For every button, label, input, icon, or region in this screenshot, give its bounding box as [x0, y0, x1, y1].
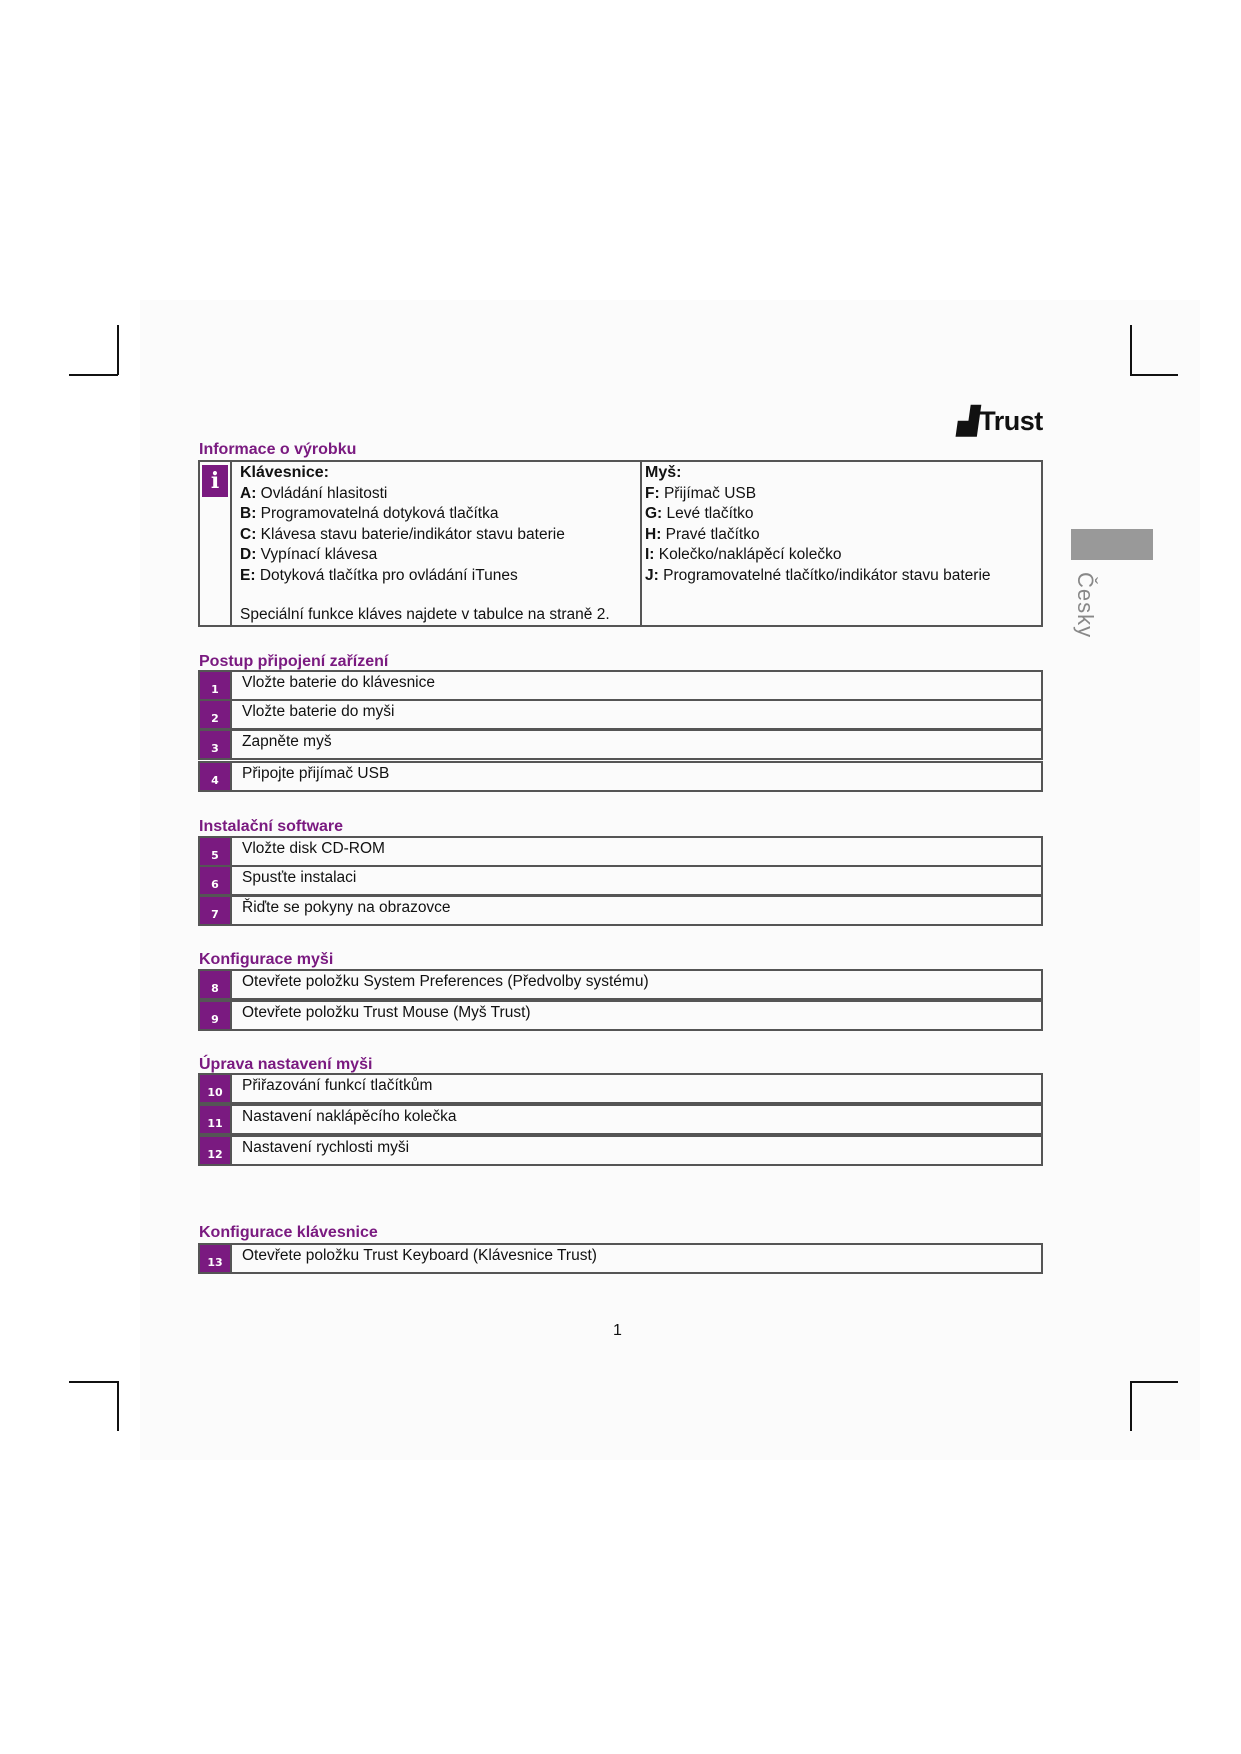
part-key: D:	[240, 546, 257, 563]
step-row	[198, 969, 1043, 1000]
part-key: E:	[240, 566, 256, 584]
step-number-badge	[200, 1106, 232, 1133]
step-row	[198, 670, 1043, 701]
keyboard-title: Klávesnice:	[240, 464, 329, 481]
mouse-part-f	[645, 484, 991, 505]
crop-mark-bottom-left-v	[117, 1381, 119, 1431]
crop-mark-bottom-right-v	[1130, 1381, 1132, 1431]
keyboard-note: Speciální funkce kláves najdete v tabulce na straně 2.	[240, 606, 610, 623]
step-number-badge	[200, 701, 232, 728]
part-text: Klávesa stavu baterie/indikátor stavu baterie	[260, 525, 565, 543]
step-row	[198, 1243, 1043, 1274]
part-text: Vypínací klávesa	[260, 546, 378, 563]
step-text: Nastavení naklápěcího kolečka	[242, 1108, 457, 1125]
part-key: G:	[645, 505, 663, 522]
trust-logo-text: Trust	[979, 406, 1043, 436]
part-text: Levé tlačítko	[666, 505, 754, 522]
step-row	[198, 895, 1043, 926]
step-number-badge	[200, 867, 232, 894]
crop-mark-bottom-left-h	[69, 1381, 118, 1383]
step-number: 8	[211, 982, 219, 995]
crop-mark-top-right-v	[1130, 325, 1132, 375]
trust-logo	[955, 406, 1043, 436]
language-tab	[1071, 529, 1153, 560]
part-key: J:	[645, 566, 659, 584]
mouse-config-heading: Konfigurace myši	[199, 951, 334, 968]
step-row	[198, 865, 1043, 896]
step-number-badge	[200, 1002, 232, 1029]
part-key: H:	[645, 525, 662, 543]
info-icon-column	[200, 462, 232, 625]
part-text: Přijímač USB	[663, 484, 757, 502]
step-number-badge	[200, 672, 232, 699]
mouse-part-j	[645, 566, 991, 587]
step-number-badge	[200, 897, 232, 924]
step-number: 6	[211, 878, 219, 891]
step-row	[198, 836, 1043, 867]
step-text: Přiřazování funkcí tlačítkům	[242, 1077, 433, 1094]
step-text: Otevřete položku Trust Mouse (Myš Trust)	[242, 1004, 531, 1021]
mouse-part-i	[645, 545, 991, 566]
product-info-heading: Informace o výrobku	[199, 441, 357, 458]
step-number: 7	[211, 908, 219, 921]
step-text: Řiďte se pokyny na obrazovce	[242, 899, 451, 916]
step-number: 5	[211, 849, 219, 862]
crop-mark-top-right-h	[1130, 374, 1178, 376]
part-key: C:	[240, 525, 257, 543]
step-number: 13	[207, 1256, 223, 1269]
crop-mark-top-left-h	[69, 374, 118, 376]
mouse-title: Myš:	[645, 464, 682, 481]
keyboard-config-heading: Konfigurace klávesnice	[199, 1224, 378, 1241]
keyboard-parts	[240, 462, 565, 586]
part-text: Pravé tlačítko	[665, 525, 760, 543]
step-number-badge	[200, 1137, 232, 1164]
keyboard-part-a	[240, 484, 565, 505]
part-text: Dotyková tlačítka pro ovládání iTunes	[259, 566, 518, 584]
trust-logo-mark-icon: ▟	[955, 406, 981, 436]
step-number: 2	[211, 712, 219, 725]
install-heading: Instalační software	[199, 818, 344, 835]
keyboard-part-b	[240, 504, 565, 525]
step-text: Otevřete položku Trust Keyboard (Klávesnice Trust)	[242, 1247, 597, 1264]
step-number: 1	[211, 683, 219, 696]
mouse-part-h	[645, 525, 991, 546]
step-number: 11	[207, 1117, 223, 1130]
mouse-part-g	[645, 504, 991, 525]
part-key: I:	[645, 546, 655, 563]
step-text: Vložte baterie do myši	[242, 703, 395, 720]
step-row	[198, 1073, 1043, 1104]
step-number-badge	[200, 763, 232, 790]
part-text: Programovatelná dotyková tlačítka	[260, 505, 499, 522]
keyboard-part-d	[240, 545, 565, 566]
step-text: Připojte přijímač USB	[242, 765, 390, 782]
step-text: Vložte disk CD-ROM	[242, 840, 385, 857]
language-label: Česky	[1073, 572, 1098, 639]
info-icon: i	[202, 465, 228, 497]
part-key: F:	[645, 484, 660, 502]
product-info-box	[198, 460, 1043, 627]
step-text: Vložte baterie do klávesnice	[242, 674, 436, 691]
step-number: 4	[211, 774, 219, 787]
connect-heading: Postup připojení zařízení	[199, 653, 389, 670]
step-row	[198, 729, 1043, 760]
step-number-badge	[200, 1075, 232, 1102]
step-row	[198, 1135, 1043, 1166]
part-key: A:	[240, 484, 257, 502]
step-number: 10	[207, 1086, 223, 1099]
step-number: 3	[211, 742, 219, 755]
step-row	[198, 1104, 1043, 1135]
part-text: Programovatelné tlačítko/indikátor stavu baterie	[663, 566, 991, 584]
step-text: Zapněte myš	[242, 733, 332, 750]
step-number-badge	[200, 971, 232, 998]
mouse-parts	[645, 462, 991, 586]
keyboard-part-c	[240, 525, 565, 546]
info-divider	[640, 462, 642, 625]
step-text: Nastavení rychlosti myši	[242, 1139, 410, 1156]
crop-mark-top-left-v	[117, 325, 119, 375]
step-row	[198, 699, 1043, 730]
step-text: Spusťte instalaci	[242, 869, 357, 886]
part-text: Ovládání hlasitosti	[260, 484, 388, 502]
step-number-badge	[200, 838, 232, 865]
part-text: Kolečko/naklápěcí kolečko	[658, 546, 842, 563]
step-text: Otevřete položku System Preferences (Předvolby systému)	[242, 973, 649, 990]
step-number-badge	[200, 731, 232, 758]
crop-mark-bottom-right-h	[1130, 1381, 1178, 1383]
step-number-badge	[200, 1245, 232, 1272]
keyboard-part-e	[240, 566, 565, 587]
part-key: B:	[240, 505, 257, 522]
step-number: 9	[211, 1013, 219, 1026]
step-row	[198, 1000, 1043, 1031]
step-row	[198, 761, 1043, 792]
mouse-settings-heading: Úprava nastavení myši	[199, 1056, 373, 1073]
page-number: 1	[613, 1322, 622, 1339]
step-number: 12	[207, 1148, 223, 1161]
